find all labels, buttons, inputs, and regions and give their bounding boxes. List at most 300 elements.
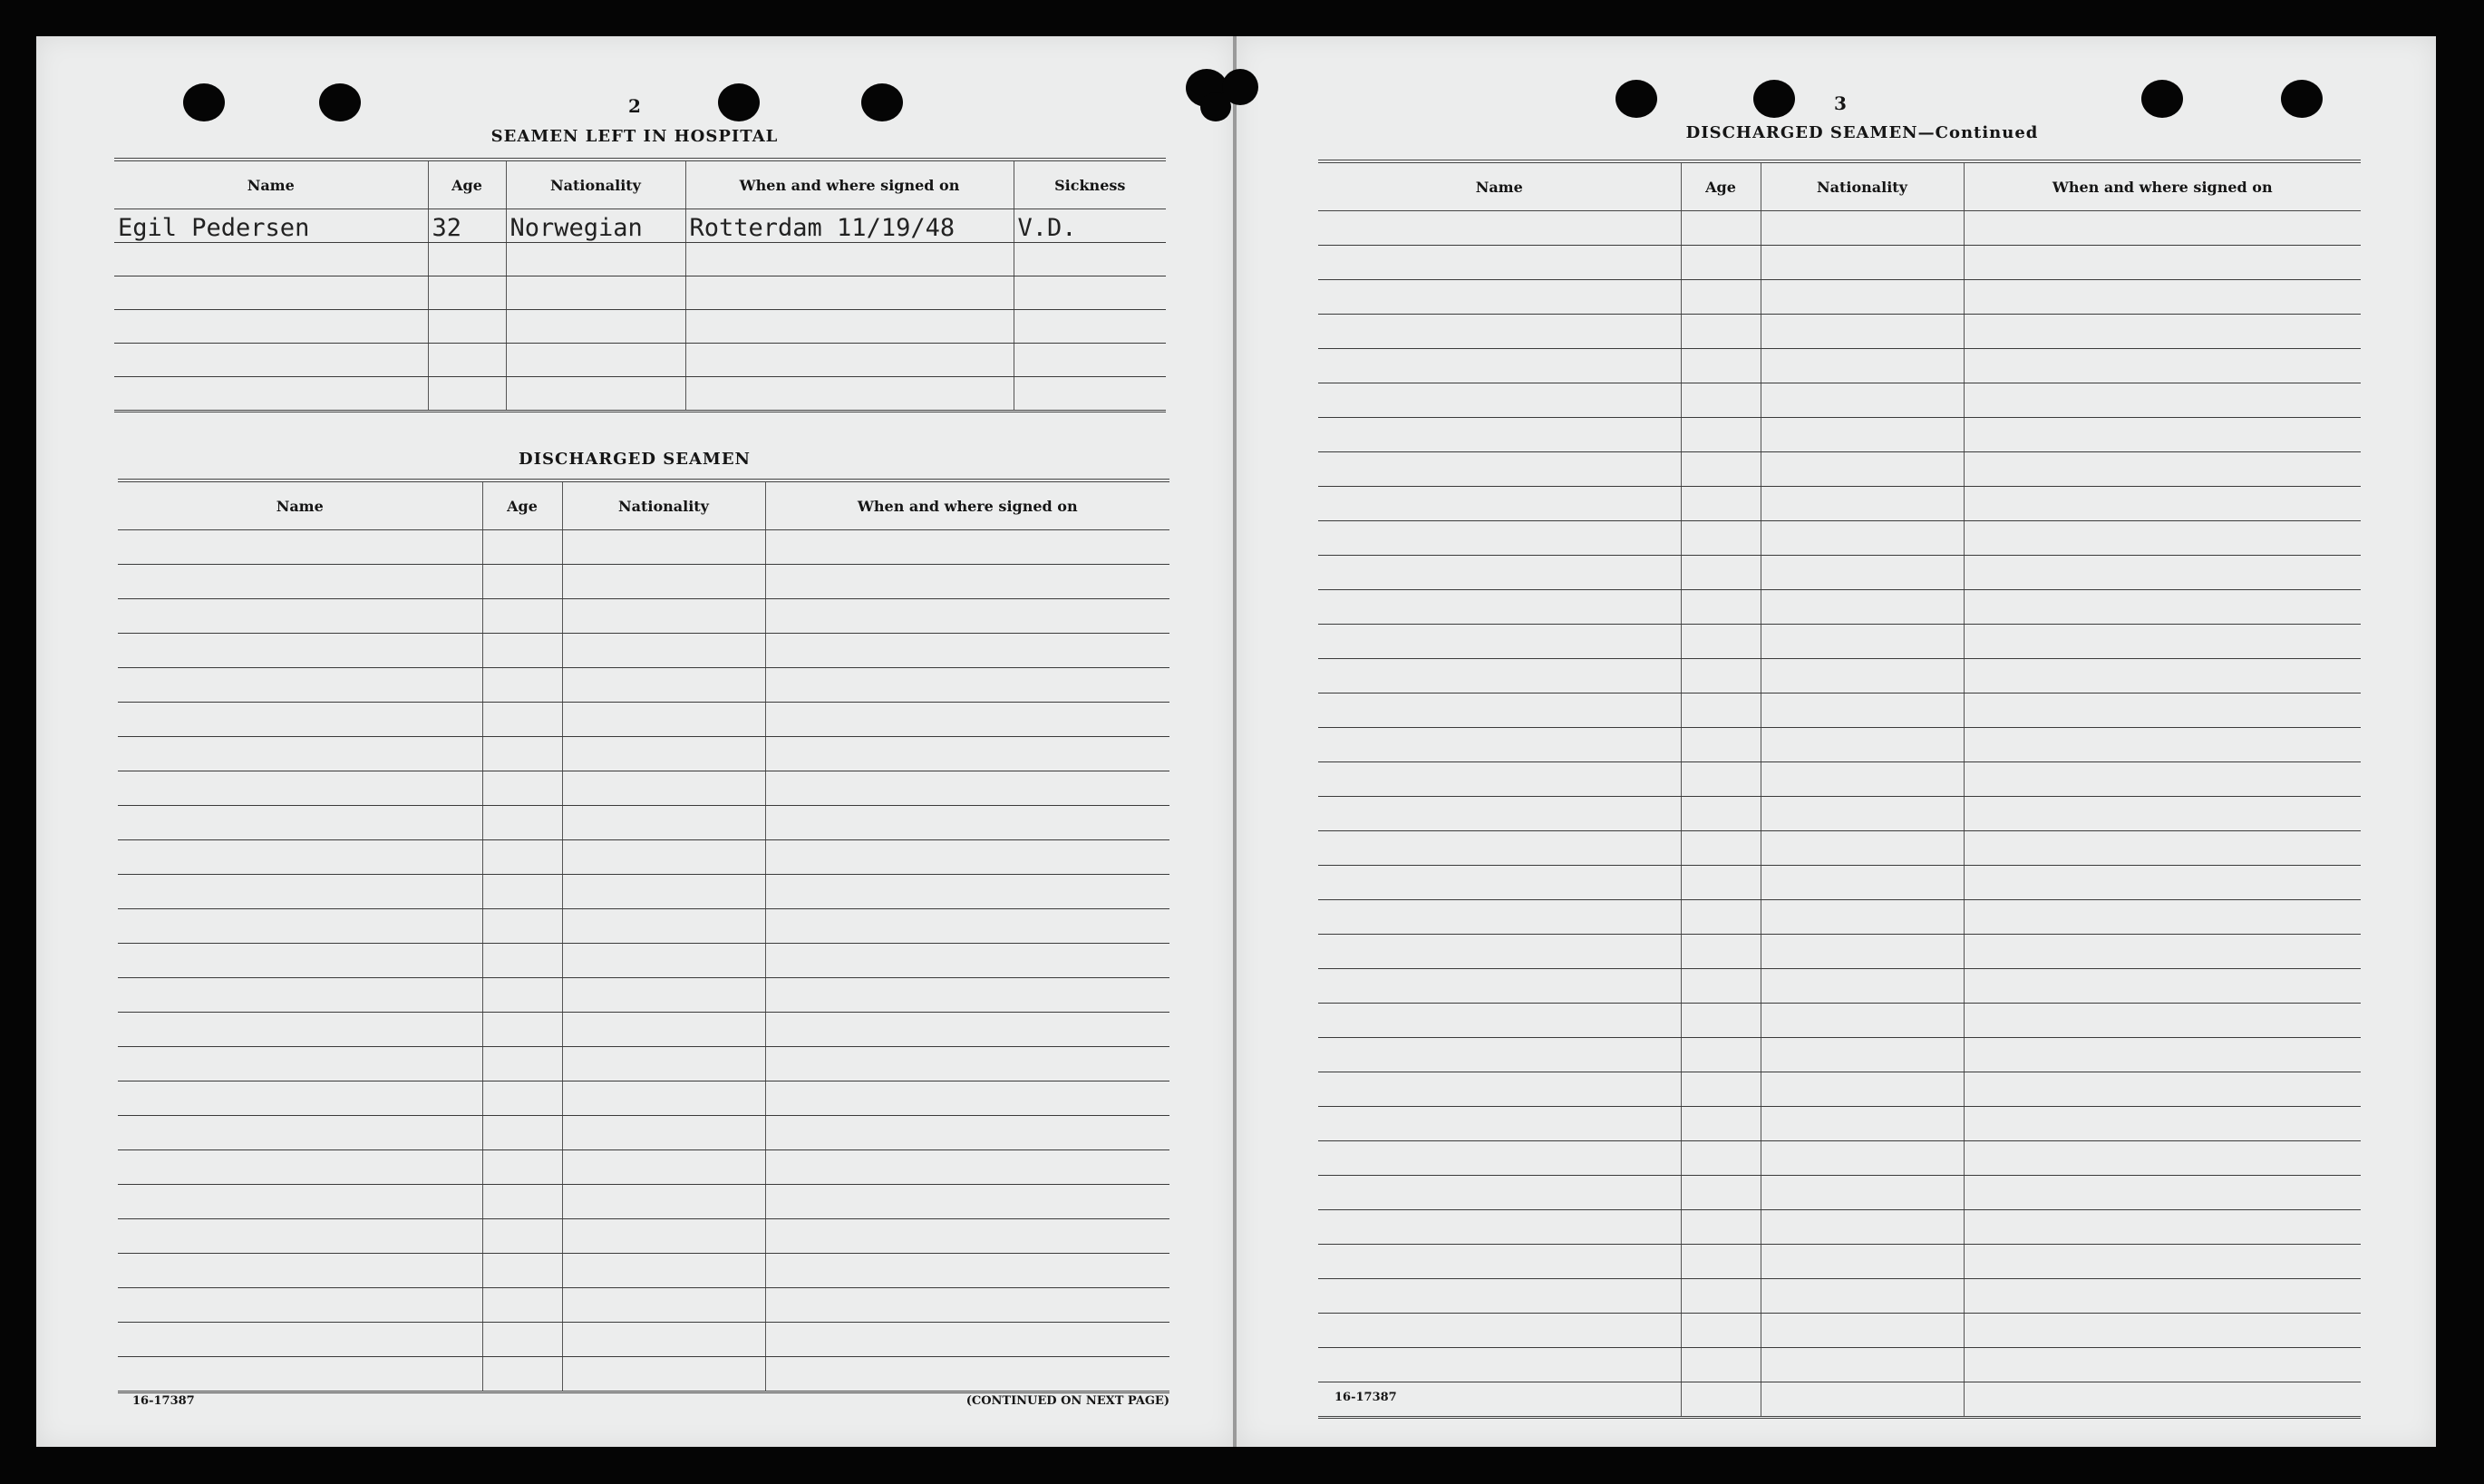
table-row — [1318, 762, 2361, 797]
table-cell — [482, 1185, 562, 1219]
table-row — [118, 840, 1169, 875]
table-row — [114, 377, 1166, 412]
table-row — [118, 737, 1169, 771]
table-cell — [506, 344, 685, 377]
table-cell — [1761, 487, 1964, 521]
discharged-continued-title: DISCHARGED SEAMEN—Continued — [1685, 123, 2039, 142]
table-cell — [685, 310, 1014, 344]
table-cell — [1318, 659, 1681, 694]
table-cell — [118, 634, 482, 668]
table-row — [1318, 1348, 2361, 1382]
table-cell — [1761, 280, 1964, 315]
table-cell — [1964, 211, 2361, 246]
table-cell — [765, 1150, 1169, 1185]
table-cell — [118, 1185, 482, 1219]
table-cell — [1318, 1107, 1681, 1141]
table-row — [114, 310, 1166, 344]
table-cell — [1964, 659, 2361, 694]
table-cell — [1964, 797, 2361, 831]
table-cell — [1318, 487, 1681, 521]
table-cell — [685, 276, 1014, 310]
table-cell — [1761, 728, 1964, 762]
table-cell — [1964, 831, 2361, 866]
hospital-section-title: SEAMEN LEFT IN HOSPITAL — [490, 127, 779, 146]
table-cell — [765, 1013, 1169, 1047]
table-row — [114, 344, 1166, 377]
table-cell — [1014, 344, 1166, 377]
table-row — [1318, 452, 2361, 487]
table-row — [1318, 1314, 2361, 1348]
table-row — [118, 530, 1169, 565]
table-cell — [1681, 797, 1761, 831]
table-cell — [765, 565, 1169, 599]
table-row — [1318, 1245, 2361, 1279]
table-row — [118, 1288, 1169, 1323]
table-cell — [482, 565, 562, 599]
table-cell — [562, 1047, 765, 1081]
table-cell — [482, 1254, 562, 1288]
table-cell — [1761, 625, 1964, 659]
table-cell — [1964, 1107, 2361, 1141]
table-cell — [1681, 1382, 1761, 1418]
table-cell — [1681, 866, 1761, 900]
table-row — [118, 1323, 1169, 1357]
page-number: 3 — [1834, 92, 1847, 114]
column-header: Name — [118, 480, 482, 530]
table-cell — [1318, 831, 1681, 866]
table-cell — [118, 875, 482, 909]
punch-hole — [718, 83, 760, 121]
table-cell — [685, 243, 1014, 276]
table-cell — [1964, 935, 2361, 969]
table-cell — [562, 1357, 765, 1392]
table-cell — [1681, 1245, 1761, 1279]
table-cell — [1964, 969, 2361, 1004]
table-cell — [765, 737, 1169, 771]
table-cell — [562, 806, 765, 840]
table-cell — [1318, 694, 1681, 728]
table-cell — [1014, 377, 1166, 412]
table-cell — [1761, 590, 1964, 625]
punch-hole — [319, 83, 361, 121]
table-cell — [765, 978, 1169, 1013]
table-cell — [1681, 935, 1761, 969]
table-row — [118, 1254, 1169, 1288]
column-header: Name — [114, 160, 428, 209]
table-cell — [482, 840, 562, 875]
table-cell — [1761, 556, 1964, 590]
table-cell — [118, 1254, 482, 1288]
table-cell — [1964, 694, 2361, 728]
table-cell — [685, 344, 1014, 377]
table-cell — [562, 737, 765, 771]
table-row — [1318, 728, 2361, 762]
table-cell — [1318, 1245, 1681, 1279]
table-cell — [1318, 521, 1681, 556]
table-row — [1318, 866, 2361, 900]
table-cell — [562, 944, 765, 978]
table-cell — [1964, 246, 2361, 280]
table-cell — [1681, 418, 1761, 452]
column-header: Age — [1681, 161, 1761, 211]
table-cell — [562, 1219, 765, 1254]
table-cell — [562, 1116, 765, 1150]
table-row — [1318, 1038, 2361, 1072]
table-cell — [428, 377, 506, 412]
table-cell — [1681, 1210, 1761, 1245]
table-row — [114, 209, 1166, 243]
table-cell — [1014, 276, 1166, 310]
table-cell — [1318, 280, 1681, 315]
table-row — [1318, 590, 2361, 625]
table-row — [118, 1047, 1169, 1081]
table-cell — [765, 634, 1169, 668]
table-cell: V.D. — [1014, 209, 1166, 243]
table-cell — [482, 909, 562, 944]
form-number: 16-17387 — [1334, 1391, 1397, 1404]
table-cell — [482, 737, 562, 771]
table-cell — [562, 634, 765, 668]
table-cell — [765, 771, 1169, 806]
table-cell — [1681, 315, 1761, 349]
table-cell — [1761, 452, 1964, 487]
table-cell — [562, 703, 765, 737]
table-cell — [685, 377, 1014, 412]
discharged-section-title: DISCHARGED SEAMEN — [518, 450, 752, 469]
table-row — [118, 1116, 1169, 1150]
table-row — [1318, 969, 2361, 1004]
table-cell — [118, 1357, 482, 1392]
table-row — [1318, 831, 2361, 866]
table-cell — [562, 978, 765, 1013]
table-cell — [118, 530, 482, 565]
table-cell — [114, 377, 428, 412]
table-cell — [1681, 1072, 1761, 1107]
table-cell — [1318, 1348, 1681, 1382]
table-cell — [1318, 246, 1681, 280]
table-cell — [765, 1116, 1169, 1150]
table-row — [1318, 1072, 2361, 1107]
punch-hole — [2141, 80, 2183, 118]
table-row — [1318, 1210, 2361, 1245]
table-cell — [1964, 452, 2361, 487]
table-cell — [118, 806, 482, 840]
table-cell — [765, 1081, 1169, 1116]
table-cell — [1681, 1141, 1761, 1176]
table-cell — [1964, 1314, 2361, 1348]
table-cell — [1761, 1072, 1964, 1107]
table-cell — [1681, 246, 1761, 280]
table-cell — [765, 1357, 1169, 1392]
table-cell: 32 — [428, 209, 506, 243]
table-cell — [1681, 590, 1761, 625]
table-row — [1318, 659, 2361, 694]
table-cell — [1964, 1038, 2361, 1072]
table-cell — [1318, 590, 1681, 625]
table-cell — [428, 276, 506, 310]
table-row — [118, 909, 1169, 944]
table-cell — [562, 1254, 765, 1288]
table-cell — [118, 599, 482, 634]
table-cell — [482, 634, 562, 668]
table-cell — [482, 1150, 562, 1185]
table-row — [1318, 383, 2361, 418]
table-row — [1318, 246, 2361, 280]
table-cell — [1761, 1004, 1964, 1038]
table-cell — [118, 771, 482, 806]
table-row — [1318, 521, 2361, 556]
table-cell — [1964, 625, 2361, 659]
column-header: Name — [1318, 161, 1681, 211]
table-cell — [1681, 1314, 1761, 1348]
table-cell — [1681, 659, 1761, 694]
table-cell — [1964, 866, 2361, 900]
table-row — [118, 565, 1169, 599]
table-cell — [482, 806, 562, 840]
right-page — [1237, 36, 2436, 1447]
table-cell — [1761, 418, 1964, 452]
punch-hole — [1222, 69, 1258, 105]
table-cell: Norwegian — [506, 209, 685, 243]
table-row — [1318, 315, 2361, 349]
table-cell — [765, 703, 1169, 737]
table-cell — [482, 1081, 562, 1116]
table-cell — [1014, 243, 1166, 276]
table-row — [118, 978, 1169, 1013]
table-cell — [765, 1254, 1169, 1288]
table-cell — [1761, 246, 1964, 280]
table-cell — [1761, 969, 1964, 1004]
table-row — [118, 944, 1169, 978]
table-cell — [1318, 383, 1681, 418]
table-cell — [118, 1150, 482, 1185]
table-cell — [1964, 1279, 2361, 1314]
table-cell — [118, 703, 482, 737]
table-cell — [118, 909, 482, 944]
table-cell — [1761, 866, 1964, 900]
table-row — [1318, 625, 2361, 659]
table-cell — [1681, 556, 1761, 590]
table-cell — [1761, 659, 1964, 694]
table-cell — [506, 243, 685, 276]
table-cell — [765, 1219, 1169, 1254]
discharged-table — [118, 479, 1169, 1393]
table-cell — [1681, 1348, 1761, 1382]
table-cell — [1318, 1210, 1681, 1245]
table-cell — [118, 1116, 482, 1150]
table-row — [118, 1013, 1169, 1047]
table-cell — [1761, 315, 1964, 349]
table-cell — [765, 909, 1169, 944]
table-cell — [1681, 831, 1761, 866]
table-cell — [1761, 797, 1964, 831]
table-row — [1318, 935, 2361, 969]
table-cell — [1681, 383, 1761, 418]
table-cell — [1761, 383, 1964, 418]
table-cell — [562, 909, 765, 944]
table-cell — [765, 668, 1169, 703]
table-cell — [118, 668, 482, 703]
table-cell — [1318, 1314, 1681, 1348]
table-cell — [1964, 590, 2361, 625]
table-cell — [562, 1323, 765, 1357]
table-row — [1318, 418, 2361, 452]
column-header: When and where signed on — [685, 160, 1014, 209]
table-cell — [1318, 1141, 1681, 1176]
table-cell — [562, 1150, 765, 1185]
table-row — [118, 806, 1169, 840]
table-cell — [1964, 349, 2361, 383]
table-cell — [428, 243, 506, 276]
table-cell — [1318, 315, 1681, 349]
table-row — [1318, 211, 2361, 246]
table-cell — [1318, 762, 1681, 797]
column-header: Nationality — [562, 480, 765, 530]
punch-hole — [183, 83, 225, 121]
table-cell — [482, 1116, 562, 1150]
table-cell — [1318, 211, 1681, 246]
table-cell — [1681, 487, 1761, 521]
table-cell — [482, 771, 562, 806]
table-cell — [1681, 349, 1761, 383]
table-cell — [1318, 1176, 1681, 1210]
table-cell: Rotterdam 11/19/48 — [685, 209, 1014, 243]
table-cell — [1761, 1348, 1964, 1382]
table-cell — [1681, 1038, 1761, 1072]
table-cell — [1318, 1038, 1681, 1072]
table-cell — [118, 1323, 482, 1357]
table-cell — [1681, 452, 1761, 487]
table-cell — [118, 1081, 482, 1116]
table-cell — [482, 1288, 562, 1323]
table-cell — [1681, 762, 1761, 797]
table-cell — [1318, 625, 1681, 659]
table-cell — [1964, 1141, 2361, 1176]
table-cell: Egil Pedersen — [114, 209, 428, 243]
table-cell — [562, 771, 765, 806]
table-cell — [1681, 625, 1761, 659]
table-row — [1318, 487, 2361, 521]
table-cell — [1964, 728, 2361, 762]
table-cell — [114, 276, 428, 310]
discharged-continued-table — [1318, 160, 2361, 1419]
table-cell — [482, 1323, 562, 1357]
table-cell — [118, 1288, 482, 1323]
table-cell — [562, 1288, 765, 1323]
table-cell — [1761, 935, 1964, 969]
table-row — [118, 599, 1169, 634]
table-cell — [1964, 762, 2361, 797]
table-cell — [118, 978, 482, 1013]
table-row — [1318, 797, 2361, 831]
table-cell — [506, 310, 685, 344]
column-header: Age — [428, 160, 506, 209]
table-cell — [482, 1013, 562, 1047]
table-row — [1318, 280, 2361, 315]
table-cell — [118, 944, 482, 978]
table-cell — [562, 840, 765, 875]
table-cell — [1964, 1176, 2361, 1210]
table-row — [118, 875, 1169, 909]
table-cell — [1964, 1382, 2361, 1418]
table-cell — [482, 599, 562, 634]
punch-hole — [861, 83, 903, 121]
table-cell — [1318, 349, 1681, 383]
table-row — [1318, 1141, 2361, 1176]
table-row — [1318, 1382, 2361, 1418]
table-cell — [562, 668, 765, 703]
table-row — [118, 1357, 1169, 1392]
table-row — [118, 1081, 1169, 1116]
punch-hole — [1616, 80, 1657, 118]
continued-note: (CONTINUED ON NEXT PAGE) — [965, 1394, 1169, 1408]
table-cell — [482, 944, 562, 978]
table-cell — [1964, 1072, 2361, 1107]
table-cell — [1318, 556, 1681, 590]
table-row — [1318, 556, 2361, 590]
column-header: When and where signed on — [765, 480, 1169, 530]
table-cell — [1681, 1176, 1761, 1210]
table-cell — [1681, 1004, 1761, 1038]
table-cell — [1964, 1004, 2361, 1038]
table-cell — [1964, 1348, 2361, 1382]
table-cell — [1761, 211, 1964, 246]
table-cell — [1318, 1072, 1681, 1107]
table-cell — [1964, 487, 2361, 521]
table-row — [118, 771, 1169, 806]
table-cell — [1964, 521, 2361, 556]
table-cell — [1761, 1245, 1964, 1279]
table-cell — [118, 565, 482, 599]
punch-hole — [2281, 80, 2323, 118]
table-row — [118, 1150, 1169, 1185]
table-row — [1318, 1279, 2361, 1314]
column-header: Age — [482, 480, 562, 530]
table-cell — [1681, 694, 1761, 728]
table-cell — [114, 310, 428, 344]
table-row — [114, 276, 1166, 310]
table-cell — [118, 1047, 482, 1081]
table-cell — [1761, 349, 1964, 383]
table-cell — [765, 840, 1169, 875]
table-row — [1318, 694, 2361, 728]
table-cell — [1318, 900, 1681, 935]
table-row — [114, 243, 1166, 276]
table-cell — [1681, 1279, 1761, 1314]
table-cell — [1318, 1004, 1681, 1038]
table-cell — [1318, 797, 1681, 831]
table-cell — [1761, 1279, 1964, 1314]
table-cell — [562, 565, 765, 599]
table-cell — [765, 530, 1169, 565]
table-cell — [482, 978, 562, 1013]
table-cell — [1761, 762, 1964, 797]
table-cell — [1318, 452, 1681, 487]
table-cell — [562, 1185, 765, 1219]
table-cell — [1681, 969, 1761, 1004]
table-cell — [482, 703, 562, 737]
table-cell — [428, 310, 506, 344]
table-row — [1318, 900, 2361, 935]
table-row — [1318, 1176, 2361, 1210]
table-row — [1318, 1107, 2361, 1141]
table-cell — [1964, 280, 2361, 315]
table-cell — [118, 1013, 482, 1047]
table-row — [118, 1185, 1169, 1219]
table-cell — [1681, 280, 1761, 315]
table-cell — [765, 806, 1169, 840]
table-cell — [1964, 556, 2361, 590]
